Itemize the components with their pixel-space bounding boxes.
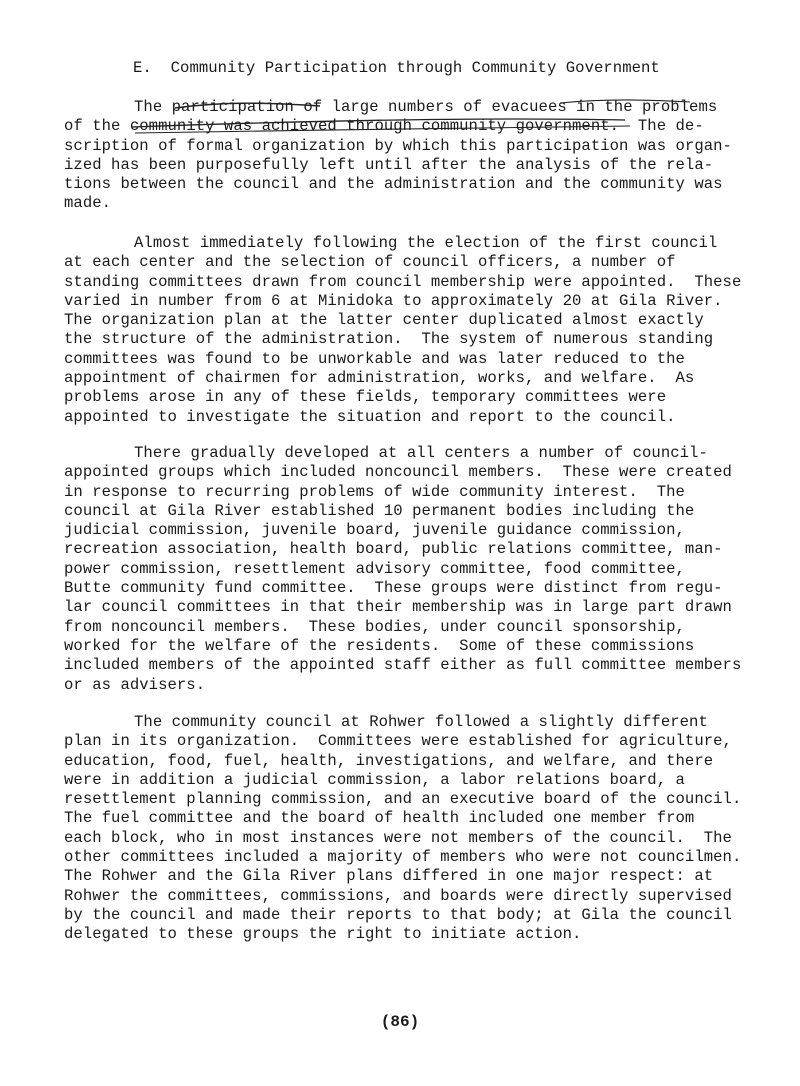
text-line: included members of the appointed staff either as full committee members: [64, 656, 742, 675]
text-line: problems arose in any of these fields, temporary committees were: [64, 388, 667, 407]
text-line: each block, who in most instances were not members of the council. The: [64, 828, 732, 847]
text-line: varied in number from 6 at Minidoka to approximately 20 at Gila River.: [64, 291, 723, 310]
text-line: recreation association, health board, public relations committee, man-: [64, 540, 723, 559]
section-heading: E. Community Participation through Community Government: [133, 59, 660, 77]
text-line: or as advisers.: [64, 675, 206, 694]
text-line: appointed to investigate the situation and report to the council.: [64, 407, 676, 426]
text-line: committees was found to be unworkable and was later reduced to the: [64, 349, 685, 368]
text-line: council at Gila River established 10 permanent bodies including the: [64, 501, 695, 520]
strike-marks: [0, 90, 800, 250]
page-number: (86): [380, 1013, 420, 1031]
text-line: The fuel committee and the board of health included one member from: [64, 809, 695, 828]
text-line: Almost immediately following the election of the first council: [134, 234, 718, 252]
text-line: made.: [64, 194, 112, 213]
text-line: were in addition a judicial commission, a labor relations board, a: [64, 770, 685, 789]
text-line: The participation of large numbers of evacuees in the problems: [134, 98, 718, 116]
strike-line: [175, 103, 320, 108]
paragraph-4: [64, 713, 750, 945]
text-line: The Rohwer and the Gila River plans differed in one major respect: at: [64, 867, 714, 886]
text-line: judicial commission, juvenile board, juvenile guidance commission,: [64, 521, 685, 540]
paragraph-2: [64, 234, 750, 427]
text-line: appointment of chairmen for administration, works, and welfare. As: [64, 369, 695, 388]
text-line: The community council at Rohwer followed a slightly different: [134, 713, 708, 731]
text-line: delegated to these groups the right to initiate action.: [64, 925, 582, 944]
text-line: Rohwer the committees, commissions, and boards were directly supervised: [64, 886, 732, 905]
text-line: by the council and made their reports to that body; at Gila the council: [64, 905, 732, 924]
text-line: appointed groups which included noncouncil members. These were created: [64, 463, 732, 482]
text-line: in response to recurring problems of wide community interest. The: [64, 482, 685, 501]
paragraph-3: [64, 444, 750, 695]
text-line: resettlement planning commission, and an executive board of the council.: [64, 790, 742, 809]
text-line: plan in its organization. Committees were established for agriculture,: [64, 732, 732, 751]
text-line: the structure of the administration. The system of numerous standing: [64, 330, 714, 349]
strike-line: [560, 100, 690, 103]
text-line: at each center and the selection of council officers, a number of: [64, 253, 676, 272]
text-line: of the community was achieved through community government. The de-: [64, 117, 704, 136]
text-line: power commission, resettlement advisory committee, food committee,: [64, 559, 685, 578]
text-line: worked for the welfare of the residents. Some of these commissions: [64, 636, 695, 655]
text-line: There gradually developed at all centers a number of council-: [134, 444, 708, 462]
strike-line: [132, 119, 625, 127]
text-line: from noncouncil members. These bodies, under council sponsorship,: [64, 617, 685, 636]
text-line: The organization plan at the latter center duplicated almost exactly: [64, 311, 704, 330]
text-line: education, food, fuel, health, investigations, and welfare, and there: [64, 751, 714, 770]
strike-line: [135, 126, 630, 133]
text-line: ized has been purposefully left until after the analysis of the rela-: [64, 155, 714, 174]
text-line: Butte community fund committee. These groups were distinct from regu-: [64, 579, 723, 598]
text-line: standing committees drawn from council membership were appointed. These: [64, 272, 742, 291]
text-line: other committees included a majority of members who were not councilmen.: [64, 848, 742, 867]
text-line: lar council committees in that their membership was in large part drawn: [64, 598, 732, 617]
text-line: scription of formal organization by which this participation was organ-: [64, 136, 732, 155]
text-line: tions between the council and the administration and the community was: [64, 175, 723, 194]
